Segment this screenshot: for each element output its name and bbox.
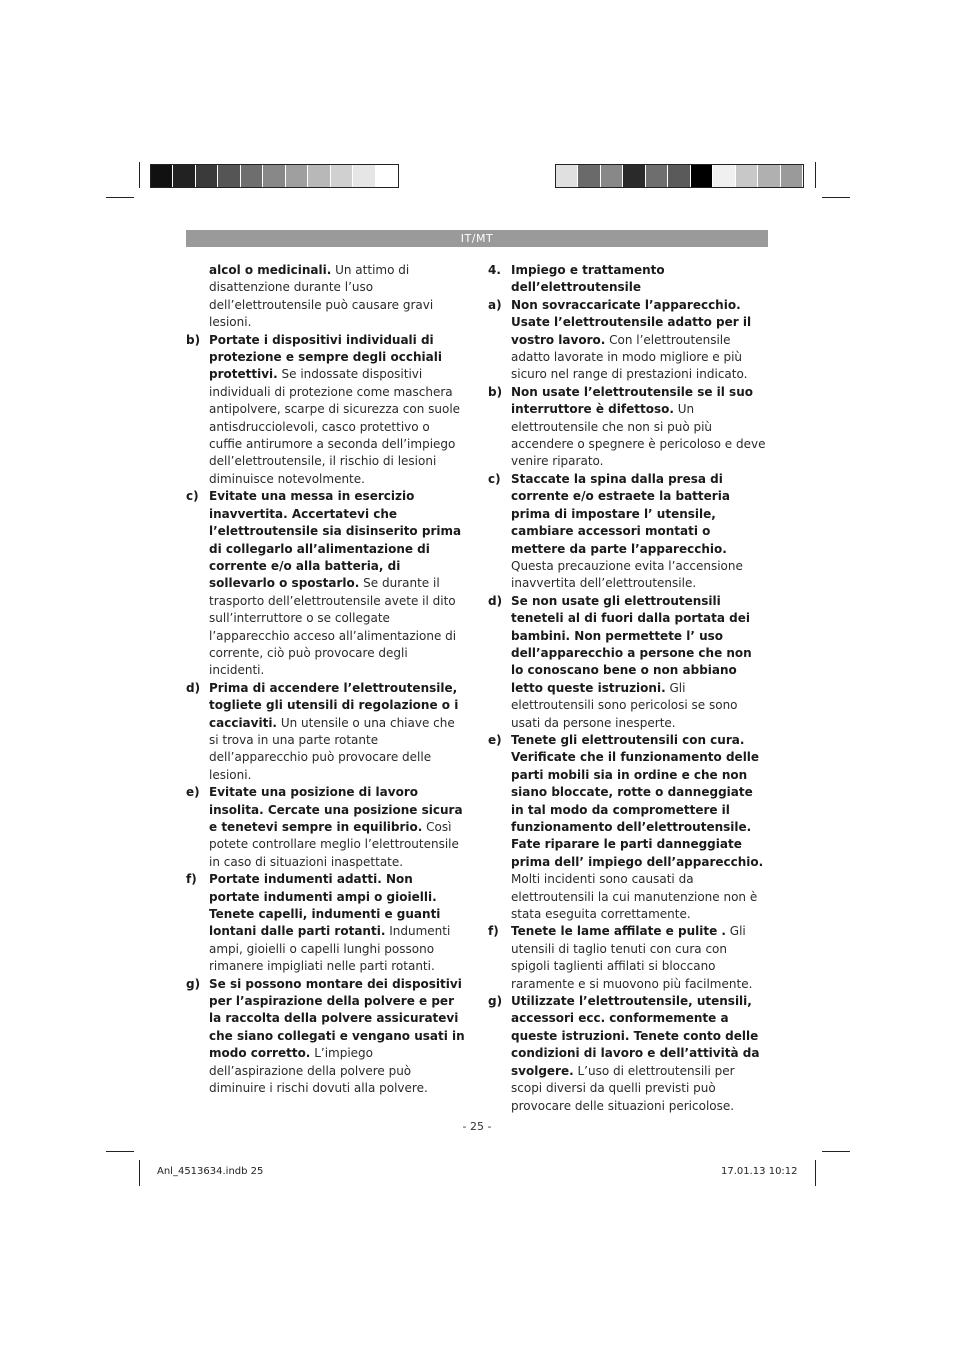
color-swatch bbox=[308, 165, 330, 187]
item-text bbox=[511, 993, 768, 1115]
item-bold-text: Utilizzate l’elettroutensile, utensili, accessori ecc. conformemente a queste istruzioni. Tenete conto delle condizioni di lavoro e dell’attività da svolgere. bbox=[511, 994, 760, 1078]
color-swatch bbox=[758, 165, 780, 187]
item-text bbox=[511, 593, 768, 732]
color-swatch bbox=[353, 165, 375, 187]
color-swatch bbox=[668, 165, 690, 187]
list-item bbox=[186, 680, 466, 784]
item-label: e) bbox=[488, 732, 502, 747]
item-label: b) bbox=[488, 384, 503, 399]
item-bold-text: Tenete gli elettroutensili con cura. Verificate che il funzionamento delle parti mobili sia in ordine e che non siano bloccate, rotte o danneggiate in tal modo da compromettere il funzionamento dell’elettroutensile. Fate riparare le parti danneggiate prima dell’ impiego dell’apparecchio. bbox=[511, 732, 764, 869]
item-normal-text: Gli utensili di taglio tenuti con cura con spigoli taglienti affilati si bloccano raramente e si muovono più facilmente. bbox=[511, 924, 753, 991]
crop-mark bbox=[106, 197, 134, 198]
item-normal-text: Con l’elettroutensile adatto lavorate in modo migliore e più sicuro nel range di prestazioni indicato. bbox=[511, 332, 748, 382]
color-calibration-bar-left bbox=[150, 164, 399, 188]
item-normal-text: Un attimo di disattenzione durante l’uso dell’elettroutensile può causare gravi lesioni. bbox=[209, 263, 434, 330]
list-item bbox=[186, 871, 466, 975]
item-normal-text: Molti incidenti sono causati da elettroutensili la cui manutenzione non è stata eseguita correttamente. bbox=[511, 872, 758, 922]
crop-mark bbox=[815, 1160, 816, 1186]
color-swatch bbox=[218, 165, 240, 187]
item-text bbox=[511, 297, 768, 384]
item-normal-text: Questa precauzione evita l’accensione inavvertita dell’elettroutensile. bbox=[511, 558, 743, 591]
item-text bbox=[511, 384, 768, 471]
item-text bbox=[209, 488, 466, 679]
item-bold-text: Portate indumenti adatti. Non portate indumenti ampi o gioielli. Tenete capelli, indumenti e guanti lontani dalle parti rotanti. bbox=[209, 872, 441, 939]
crop-mark bbox=[139, 162, 140, 188]
item-bold-text: Non usate l’elettroutensile se il suo interruttore è difettoso. bbox=[511, 384, 753, 417]
page-number: - 25 - bbox=[462, 1120, 492, 1133]
crop-mark bbox=[139, 1160, 140, 1186]
list-item bbox=[488, 262, 768, 297]
item-label: g) bbox=[186, 976, 201, 991]
color-swatch bbox=[151, 165, 173, 187]
item-text bbox=[511, 732, 768, 923]
item-label: 4. bbox=[488, 263, 501, 277]
item-label: f) bbox=[488, 924, 499, 939]
list-item bbox=[488, 732, 768, 923]
list-item bbox=[488, 923, 768, 993]
item-normal-text: Gli elettroutensili sono pericolosi se sono usati da persone inesperte. bbox=[511, 680, 738, 730]
color-swatch bbox=[241, 165, 263, 187]
list-item bbox=[186, 784, 466, 871]
color-swatch bbox=[556, 165, 578, 187]
color-swatch bbox=[623, 165, 645, 187]
item-label: d) bbox=[488, 593, 503, 608]
item-label: b) bbox=[186, 332, 201, 347]
item-bold-text: Impiego e trattamento dell’elettroutensile bbox=[511, 263, 665, 295]
color-swatch bbox=[263, 165, 285, 187]
item-normal-text: L’uso di elettroutensili per scopi diversi da quelli previsti può provocare delle situazioni pericolose. bbox=[511, 1063, 735, 1113]
color-calibration-bar-right bbox=[555, 164, 804, 188]
item-text bbox=[209, 976, 466, 1098]
list-item bbox=[488, 993, 768, 1115]
item-text bbox=[511, 923, 768, 993]
color-swatch bbox=[713, 165, 735, 187]
item-bold-text: Evitate una messa in esercizio inavvertita. Accertatevi che l’elettroutensile sia disinserito prima di collegarlo all’alimentazione di corrente e/o alla batteria, di sollevarlo o spostarlo. bbox=[209, 489, 462, 591]
color-swatch bbox=[376, 165, 398, 187]
list-item bbox=[186, 262, 466, 332]
list-item bbox=[186, 976, 466, 1098]
item-bold-text: Evitate una posizione di lavoro insolita. Cercate una posizione sicura e tenetevi sempre in equilibrio. bbox=[209, 785, 463, 834]
item-text bbox=[209, 871, 466, 975]
item-bold-text: alcol o medicinali. bbox=[209, 263, 332, 277]
item-text bbox=[209, 784, 466, 871]
item-normal-text: Un elettroutensile che non si può più accendere o spegnere è pericoloso e deve venire riparato. bbox=[511, 402, 766, 469]
item-label: c) bbox=[186, 489, 199, 504]
color-swatch bbox=[286, 165, 308, 187]
item-normal-text: Un utensile o una chiave che si trova in una parte rotante dell’apparecchio può provocare delle lesioni. bbox=[209, 715, 455, 782]
color-swatch bbox=[601, 165, 623, 187]
item-bold-text: Non sovraccaricate l’apparecchio. Usate l’elettroutensile adatto per il vostro lavoro. bbox=[511, 297, 752, 347]
item-normal-text: Se durante il trasporto dell’elettroutensile avete il dito sull’interruttore o se collegate l’apparecchio acceso all’alimentazione di corrente, ciò può provocare degli incidenti. bbox=[209, 576, 457, 678]
color-swatch bbox=[646, 165, 668, 187]
item-text bbox=[511, 262, 768, 297]
list-item bbox=[488, 471, 768, 593]
item-bold-text: Se si possono montare dei dispositivi per l’aspirazione della polvere e per la raccolta della polvere assicuratevi che siano collegati e vengano usati in modo corretto. bbox=[209, 976, 465, 1061]
item-label: e) bbox=[186, 785, 200, 800]
list-item bbox=[186, 332, 466, 489]
item-label bbox=[186, 262, 209, 332]
item-text bbox=[209, 332, 466, 489]
footer-file-info: Anl_4513634.indb 25 bbox=[157, 1166, 264, 1177]
item-normal-text: Indumenti ampi, gioielli o capelli lunghi possono rimanere impigliati nelle parti rotanti. bbox=[209, 924, 451, 974]
item-bold-text: Tenete le lame affilate e pulite . bbox=[511, 924, 726, 939]
item-label: f) bbox=[186, 872, 197, 887]
item-label: c) bbox=[488, 471, 501, 486]
item-normal-text: L’impiego dell’aspirazione della polvere può diminuire i rischi dovuti alla polvere. bbox=[209, 1046, 428, 1096]
item-bold-text: Portate i dispositivi individuali di protezione e sempre degli occhiali protettivi. bbox=[209, 332, 442, 382]
color-swatch bbox=[736, 165, 758, 187]
item-text bbox=[209, 680, 466, 784]
list-item bbox=[186, 488, 466, 679]
list-item bbox=[488, 297, 768, 384]
item-bold-text: Se non usate gli elettroutensili teneteli al di fuori dalla portata dei bambini. Non permettete l’ uso dell’apparecchio a persone che non lo conoscano bene o non abbiano letto queste istruzioni. bbox=[511, 593, 752, 695]
crop-mark bbox=[106, 1151, 134, 1152]
list-item bbox=[488, 384, 768, 471]
crop-mark bbox=[815, 162, 816, 188]
right-column bbox=[488, 262, 768, 1115]
list-item bbox=[488, 593, 768, 732]
left-column bbox=[186, 262, 466, 1098]
item-label: g) bbox=[488, 994, 503, 1009]
color-swatch bbox=[781, 165, 803, 187]
item-label: d) bbox=[186, 680, 201, 695]
item-label: a) bbox=[488, 297, 502, 312]
color-swatch bbox=[331, 165, 353, 187]
crop-mark bbox=[822, 197, 850, 198]
item-normal-text: Se indossate dispositivi individuali di protezione come maschera antipolvere, scarpe di sicurezza con suole antisdrucciolevoli, casco protettivo o cuffie antirumore a seconda dell’impiego dell’elettroutensile, il rischio di lesioni diminuisce notevolmente. bbox=[209, 367, 461, 486]
crop-mark bbox=[822, 1151, 850, 1152]
color-swatch bbox=[691, 165, 713, 187]
language-header: IT/MT bbox=[186, 230, 768, 247]
item-bold-text: Staccate la spina dalla presa di corrente e/o estraete la batteria prima di impostare l’ utensile, cambiare accessori montati o mettere da parte l’apparecchio. bbox=[511, 471, 730, 556]
item-bold-text: Prima di accendere l’elettroutensile, togliete gli utensili di regolazione o i cacciaviti. bbox=[209, 680, 459, 730]
item-text bbox=[209, 262, 466, 332]
item-text bbox=[511, 471, 768, 593]
color-swatch bbox=[578, 165, 600, 187]
item-normal-text: Così potete controllare meglio l’elettroutensile in caso di situazioni inaspettate. bbox=[209, 820, 459, 869]
footer-date: 17.01.13 10:12 bbox=[721, 1166, 798, 1177]
color-swatch bbox=[196, 165, 218, 187]
color-swatch bbox=[173, 165, 195, 187]
